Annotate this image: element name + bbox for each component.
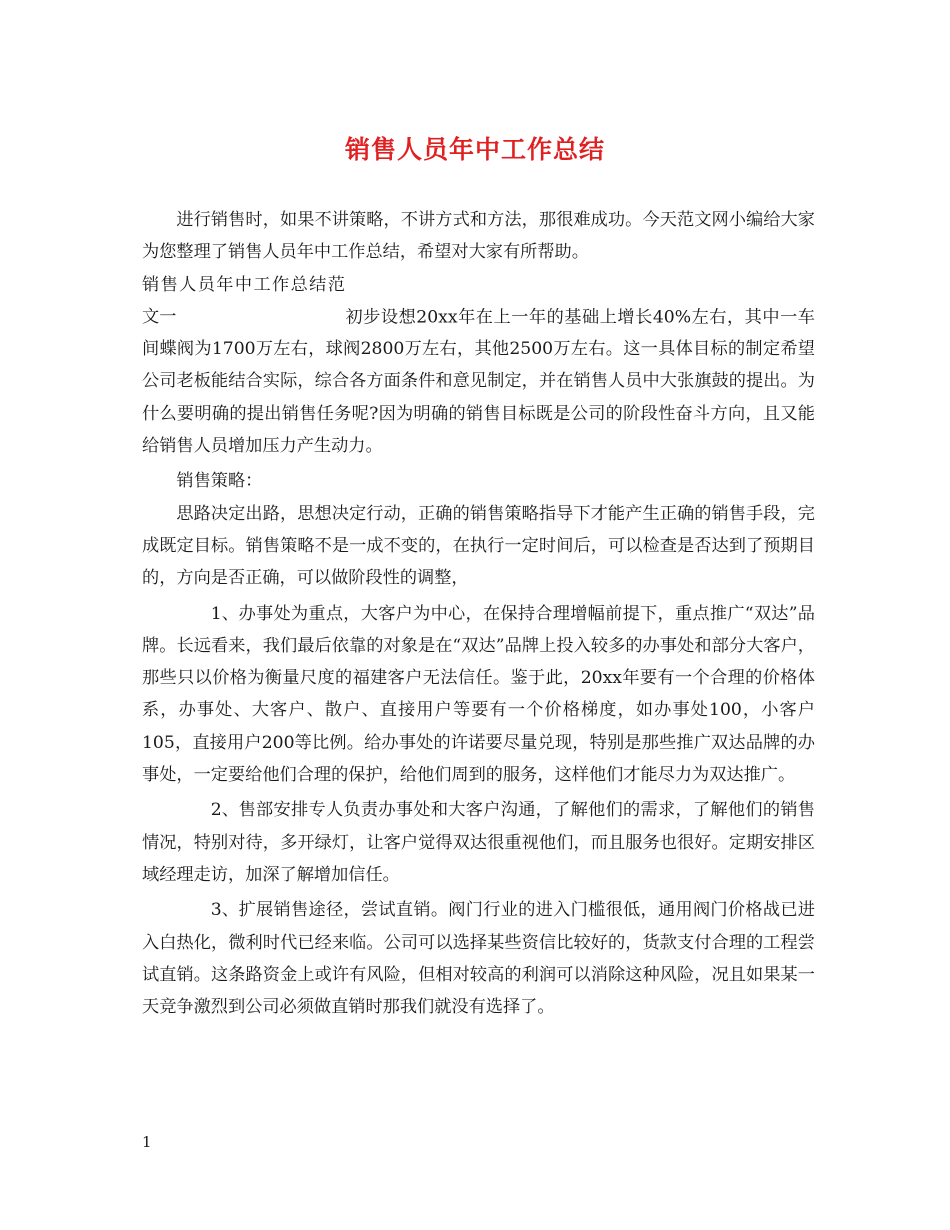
list-item-2-number: 2、 — [210, 800, 239, 821]
list-item-1-number: 1、 — [210, 603, 239, 624]
list-item-3-number: 3、 — [210, 900, 239, 921]
strategy-heading: 销售策略： — [176, 471, 263, 492]
target-paragraph — [142, 269, 815, 463]
list-item-2-text: 售部安排专人负责办事处和大客户沟通，了解他们的需求，了解他们的销售情况，特别对待，多开绿灯，让客户觉得双达很重视他们，而且服务也很好。定期安排区域经理走访，加深了解增加信任。 — [142, 800, 815, 885]
list-item-3 — [142, 894, 815, 1023]
intro-paragraph: 进行销售时，如果不讲策略，不讲方式和方法，那很难成功。今天范文网小编给大家为您整理了销售人员年中工作总结，希望对大家有所帮助。 — [142, 210, 815, 263]
target-text: 初步设想20xx年在上一年的基础上增长40%左右，其中一车间蝶阀为1700万左右，球阀2800万左右，其他2500万左右。这一具体目标的制定希望公司老板能结合实际，综合各方面条件和意见制定，并在销售人员中大张旗鼓的提出。为什么要明确的提出销售任务呢?因为明确的销售目标既是公司的阶段性奋斗方向，且又能给销售人员增加压力产生动力。 — [142, 306, 815, 457]
page-number: 1 — [142, 1133, 152, 1151]
document-body — [142, 204, 815, 1023]
list-item-2 — [142, 794, 815, 891]
sample-heading: 销售人员年中工作总结范文一 — [142, 274, 345, 327]
document-title: 销售人员年中工作总结 — [344, 135, 605, 164]
strategy-intro-paragraph: 思路决定出路，思想决定行动，正确的销售策略指导下才能产生正确的销售手段，完成既定目标。销售策略不是一成不变的，在执行一定时间后，可以检查是否达到了预期目的，方向是否正确，可以做阶段性的调整， — [142, 503, 815, 589]
list-item-3-text: 扩展销售途径，尝试直销。阀门行业的进入门槛很低，通用阀门价格战已进入白热化，微利时代已经来临。公司可以选择某些资信比较好的，货款支付合理的工程尝试直销。这条路资金上或许有风险，但相对较高的利润可以消除这种风险，况且如果某一天竞争激烈到公司必须做直销时那我们就没有选择了。 — [142, 900, 815, 1018]
list-item-1 — [142, 598, 815, 792]
list-item-1-text: 办事处为重点，大客户为中心，在保持合理增幅前提下，重点推广“双达”品牌。长远看来，我们最后依靠的对象是在“双达”品牌上投入较多的办事处和部分大客户，那些只以价格为衡量尺度的福建客户无法信任。鉴于此，20xx年要有一个合理的价格体系，办事处、大客户、散户、直接用户等要有一个价格梯度，如办事处100，小客户105，直接用户200等比例。给办事处的许诺要尽量兑现，特别是那些推广双达品牌的办事处，一定要给他们合理的保护，给他们周到的服务，这样他们才能尽力为双达推广。 — [142, 603, 815, 786]
